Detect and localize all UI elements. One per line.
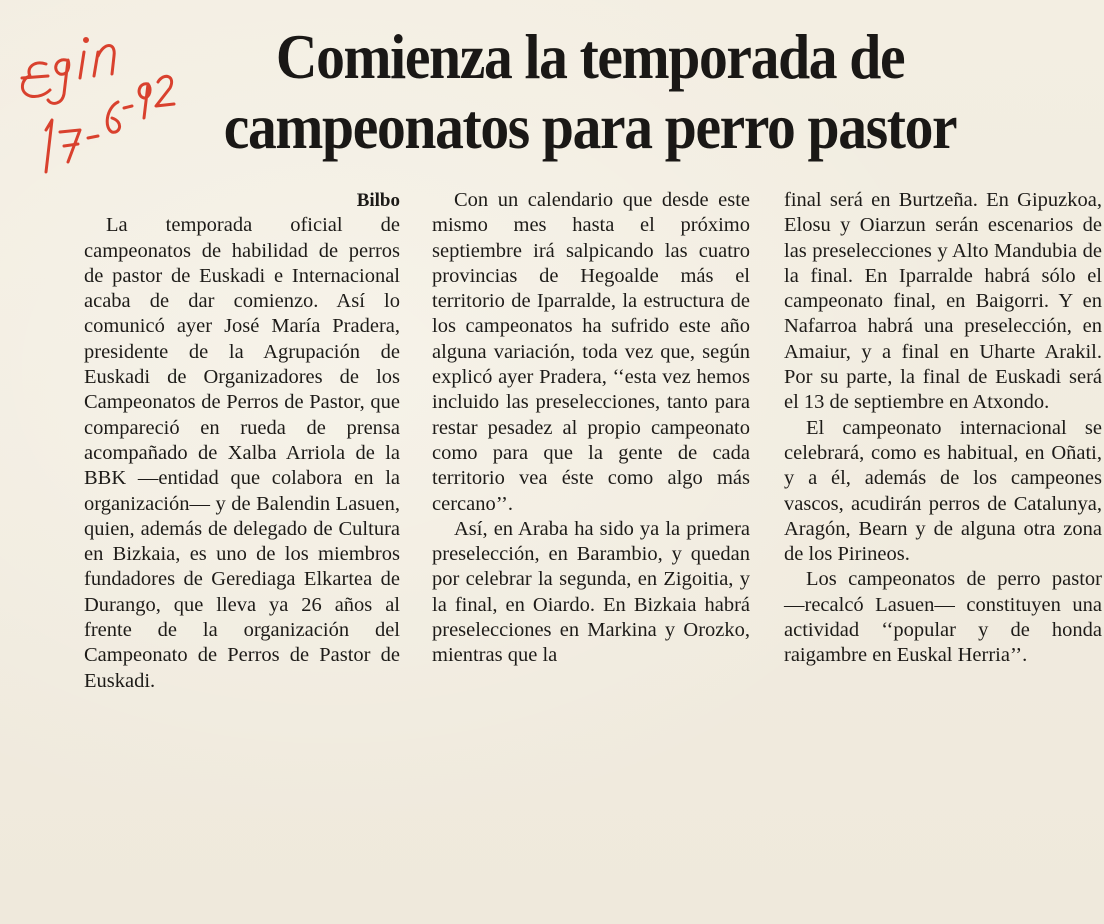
- paragraph-5: Los campeonatos de perro pastor —recalcó Lasuen— constituyen una actividad ‘‘popular y de honda raigambre en Euskal Herria’’.: [784, 568, 1102, 667]
- headline-line-1: Comienza la temporada de: [275, 21, 905, 92]
- article-column-1: [84, 188, 400, 694]
- paragraph-1: La temporada oficial de campeonatos de habilidad de perros de pastor de Euskadi e Internacional acaba de dar comienzo. Así lo comunicó ayer José María Pradera, presidente de la Agrupación de Euskadi de Organizadores de los Campeonatos de Perros de Pastor, que compareció en rueda de prensa acompañado de Xalba Arriola de la BBK —entidad que colabora en la organización— y de Balendin Lasuen, quien, además de delegado de Cultura en Bizkaia, es uno de los miembros fundadores de Gerediaga Elkartea de Durango, que lleva ya 26 años al frente de la organización del Campeonato de Perros de Pastor de Euskadi.: [84, 214, 400, 692]
- headline-line-2: campeonatos para perro pastor: [223, 91, 957, 162]
- headline: [194, 22, 986, 162]
- paragraph-3-continued: final será en Burtzeña. En Gipuzkoa, Elosu y Oiarzun serán escenarios de las preselecciones y Alto Mandubia de la final. En Iparralde habrá sólo el campeonato final, en Baigorri. Y en Nafarroa habrá una preselección, en Amaiur, y a final en Uharte Arakil. Por su parte, la final de Euskadi será el 13 de septiembre en Atxondo.: [784, 189, 1102, 414]
- paragraph-4: El campeonato internacional se celebrará, como es habitual, en Oñati, y a él, además de los campeones vascos, acudirán perros de Catalunya, Aragón, Bearn y de alguna otra zona de los Pirineos.: [784, 416, 1102, 566]
- article-column-2: [432, 188, 750, 669]
- article-column-3: [784, 188, 1102, 669]
- paragraph-3: Así, en Araba ha sido ya la primera preselección, en Barambio, y quedan por celebrar la segunda, en Zigoitia, y la final, en Oiardo. En Bizkaia habrá preselecciones en Markina y Orozko, mientras que la: [432, 517, 750, 667]
- handwritten-date-note: [8, 12, 183, 192]
- dateline: Bilbo: [356, 190, 400, 211]
- paragraph-2: Con un calendario que desde este mismo mes hasta el próximo septiembre irá salpicando las cuatro provincias de Hegoalde más el territorio de Iparralde, la estructura de los campeonatos ha sufrido este año alguna variación, toda vez que, según explicó ayer Pradera, ‘‘esta vez hemos incluido las preselecciones, tanto para restar pesadez al propio campeonato como para que la gente de cada territorio vea éste como algo más cercano’’.: [432, 189, 750, 515]
